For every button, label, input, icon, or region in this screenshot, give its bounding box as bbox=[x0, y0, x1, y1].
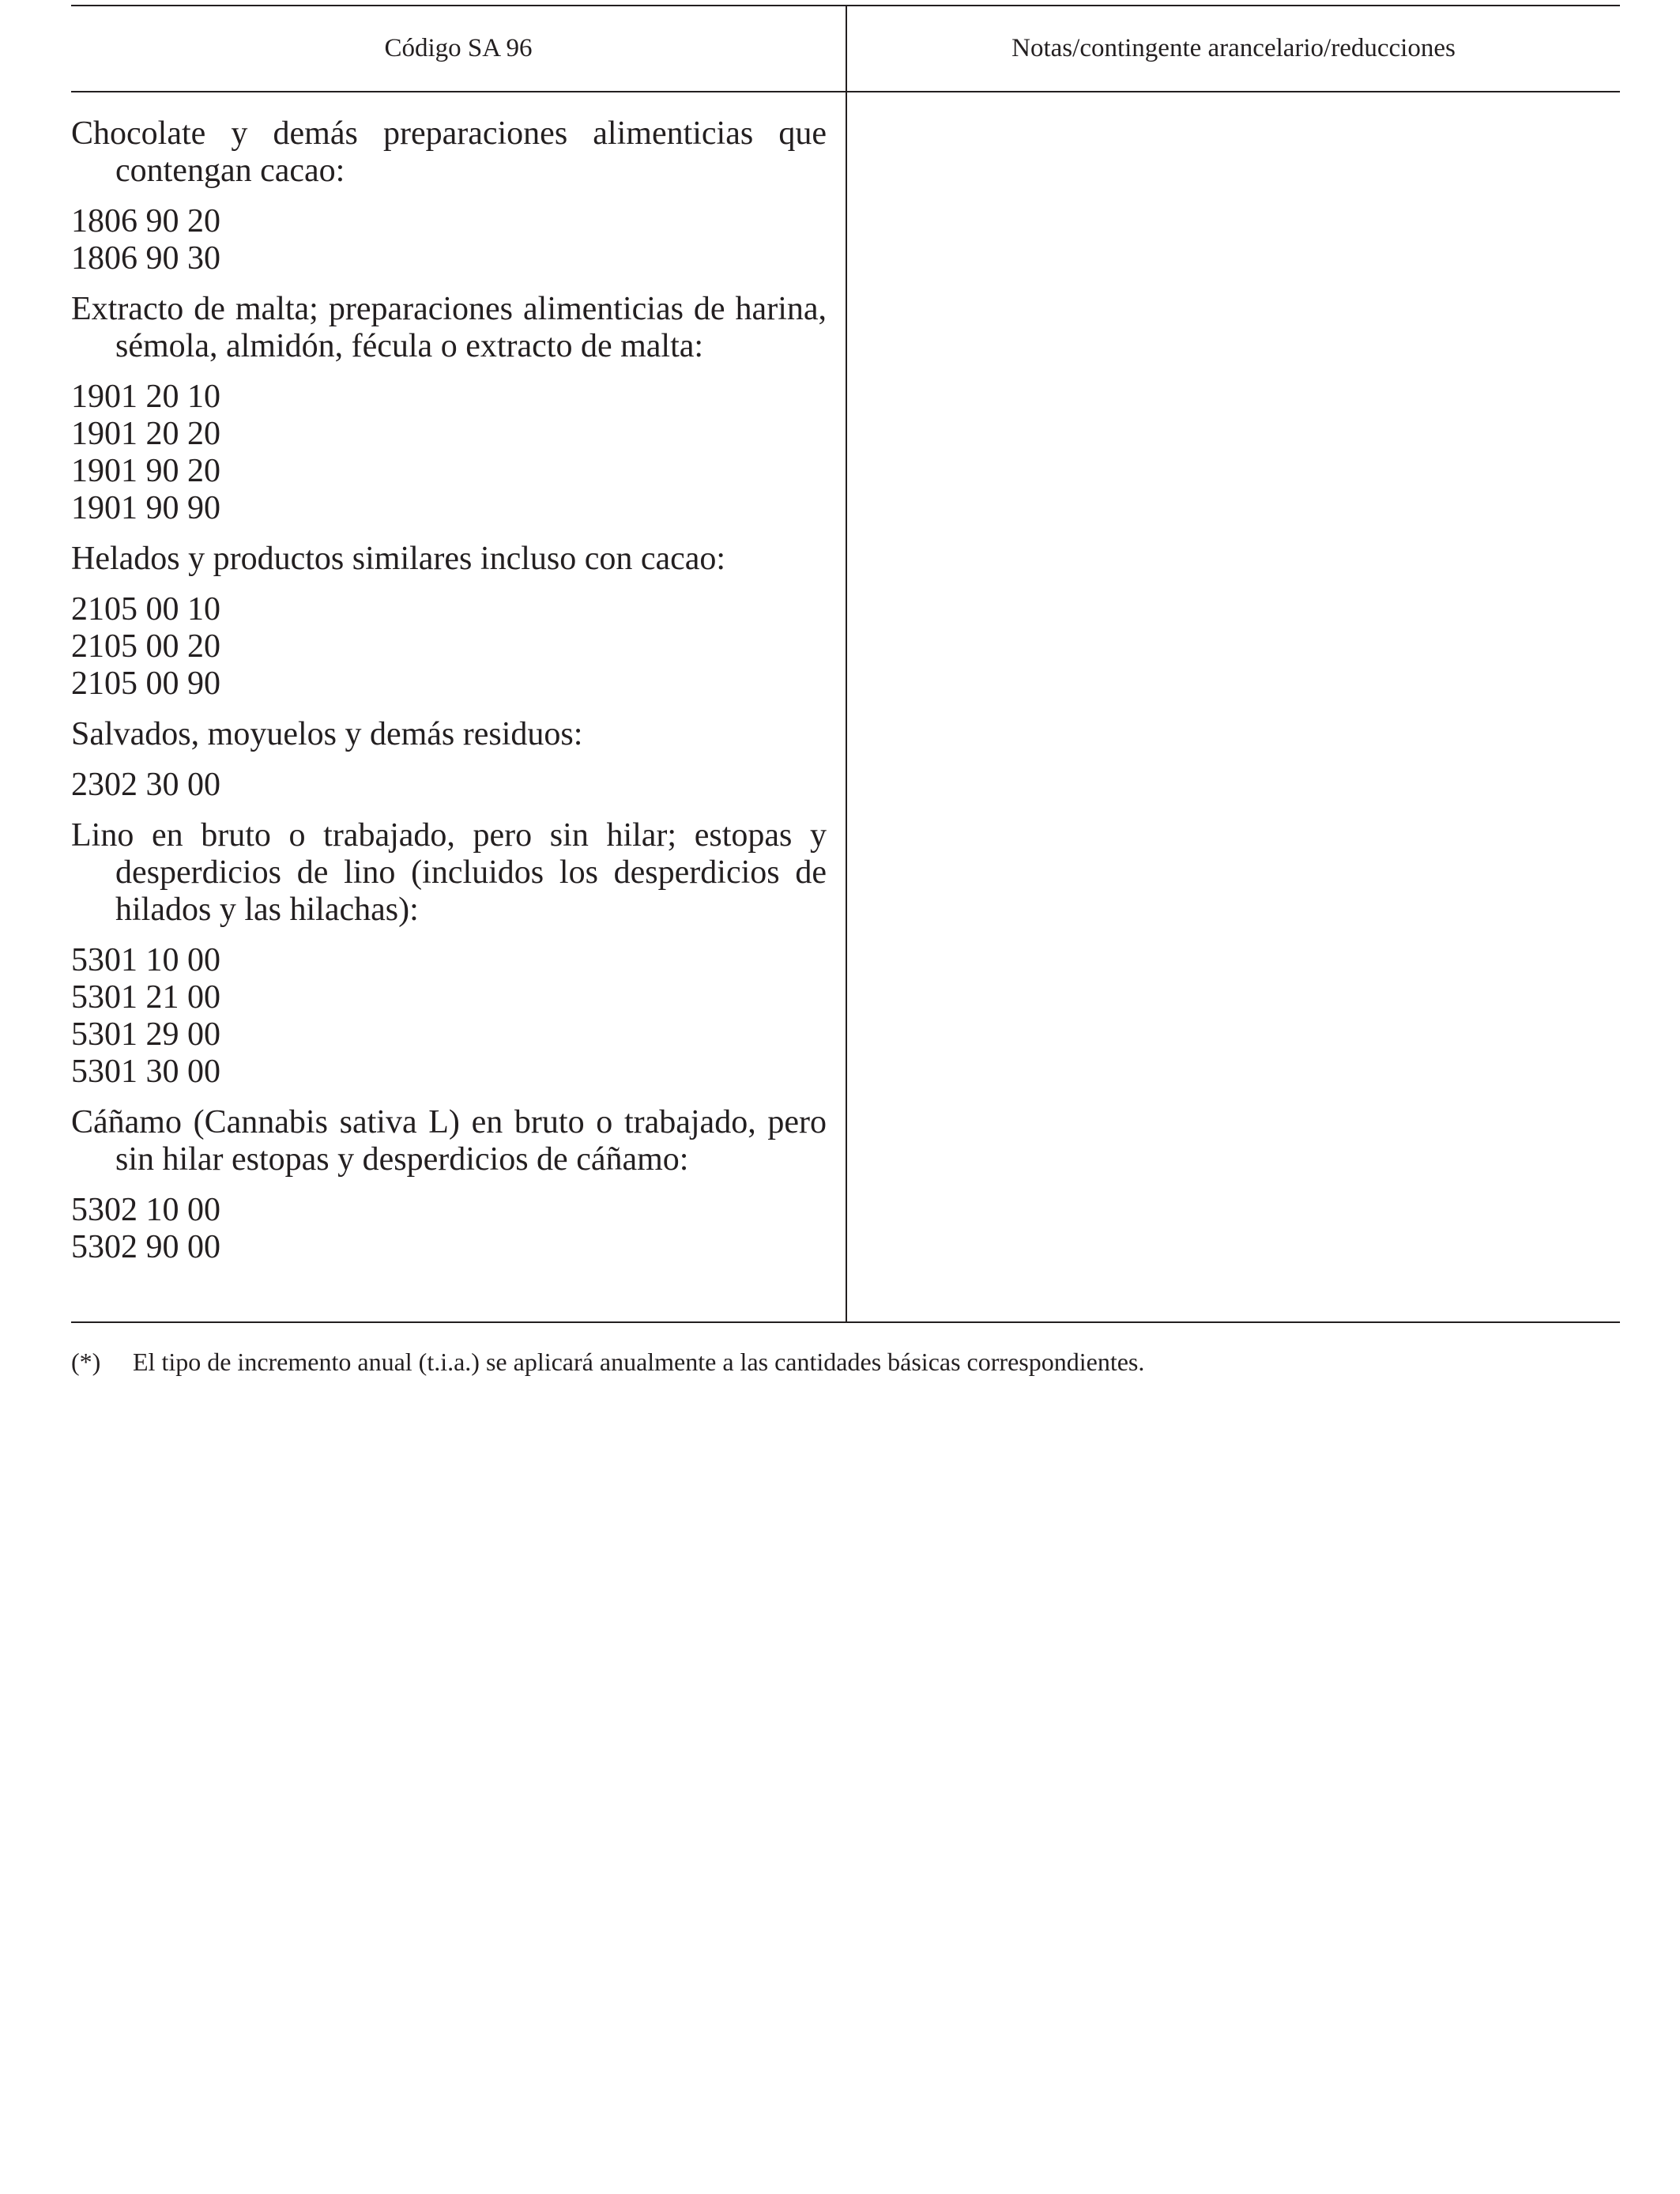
hs-code: 1901 90 90 bbox=[71, 490, 220, 526]
code-column-body bbox=[71, 115, 827, 1280]
hs-code: 5301 21 00 bbox=[71, 979, 220, 1016]
section-bran bbox=[71, 716, 827, 804]
section-title: Lino en bruto o trabajado, pero sin hilar; estopas y desperdicios de lino (incluidos los desperdicios de hilados y las hilachas): bbox=[71, 817, 827, 928]
column-divider bbox=[846, 6, 847, 1321]
hs-code: 1901 90 20 bbox=[71, 453, 220, 489]
hs-code: 5301 10 00 bbox=[71, 942, 220, 978]
section-title: Chocolate y demás preparaciones alimenticias que contengan cacao: bbox=[71, 115, 827, 189]
hs-code: 1901 20 20 bbox=[71, 416, 220, 452]
column-header-notes: Notas/contingente arancelario/reducciones bbox=[1011, 34, 1456, 62]
section-malt-extract bbox=[71, 291, 827, 527]
footnote-text: El tipo de incremento anual (t.i.a.) se aplicará anualmente a las cantidades básicas correspondientes. bbox=[133, 1348, 1145, 1376]
section-ice-cream bbox=[71, 541, 827, 703]
section-title: Cáñamo (Cannabis sativa L) en bruto o trabajado, pero sin hilar estopas y desperdicios de cáñamo: bbox=[71, 1104, 827, 1178]
hs-code: 5302 90 00 bbox=[71, 1229, 220, 1265]
section-chocolate bbox=[71, 115, 827, 277]
column-header-code: Código SA 96 bbox=[384, 34, 533, 62]
footnote bbox=[71, 1346, 1620, 1378]
section-title: Salvados, moyuelos y demás residuos: bbox=[71, 716, 583, 752]
hs-code: 2302 30 00 bbox=[71, 767, 220, 803]
section-hemp bbox=[71, 1104, 827, 1266]
hs-code: 1806 90 30 bbox=[71, 240, 220, 277]
section-flax bbox=[71, 817, 827, 1091]
hs-code: 1806 90 20 bbox=[71, 203, 220, 239]
hs-code: 5302 10 00 bbox=[71, 1192, 220, 1228]
hs-code: 5301 29 00 bbox=[71, 1016, 220, 1053]
footnote-marker: (*) bbox=[71, 1348, 101, 1376]
hs-code: 2105 00 10 bbox=[71, 591, 220, 628]
section-title: Helados y productos similares incluso con cacao: bbox=[71, 541, 726, 577]
hs-code: 2105 00 20 bbox=[71, 628, 220, 665]
hs-code: 5301 30 00 bbox=[71, 1054, 220, 1090]
hs-code: 2105 00 90 bbox=[71, 665, 220, 702]
section-title: Extracto de malta; preparaciones alimenticias de harina, sémola, almidón, fécula o extracto de malta: bbox=[71, 291, 827, 364]
hs-code: 1901 20 10 bbox=[71, 379, 220, 415]
tariff-table bbox=[71, 5, 1620, 1323]
